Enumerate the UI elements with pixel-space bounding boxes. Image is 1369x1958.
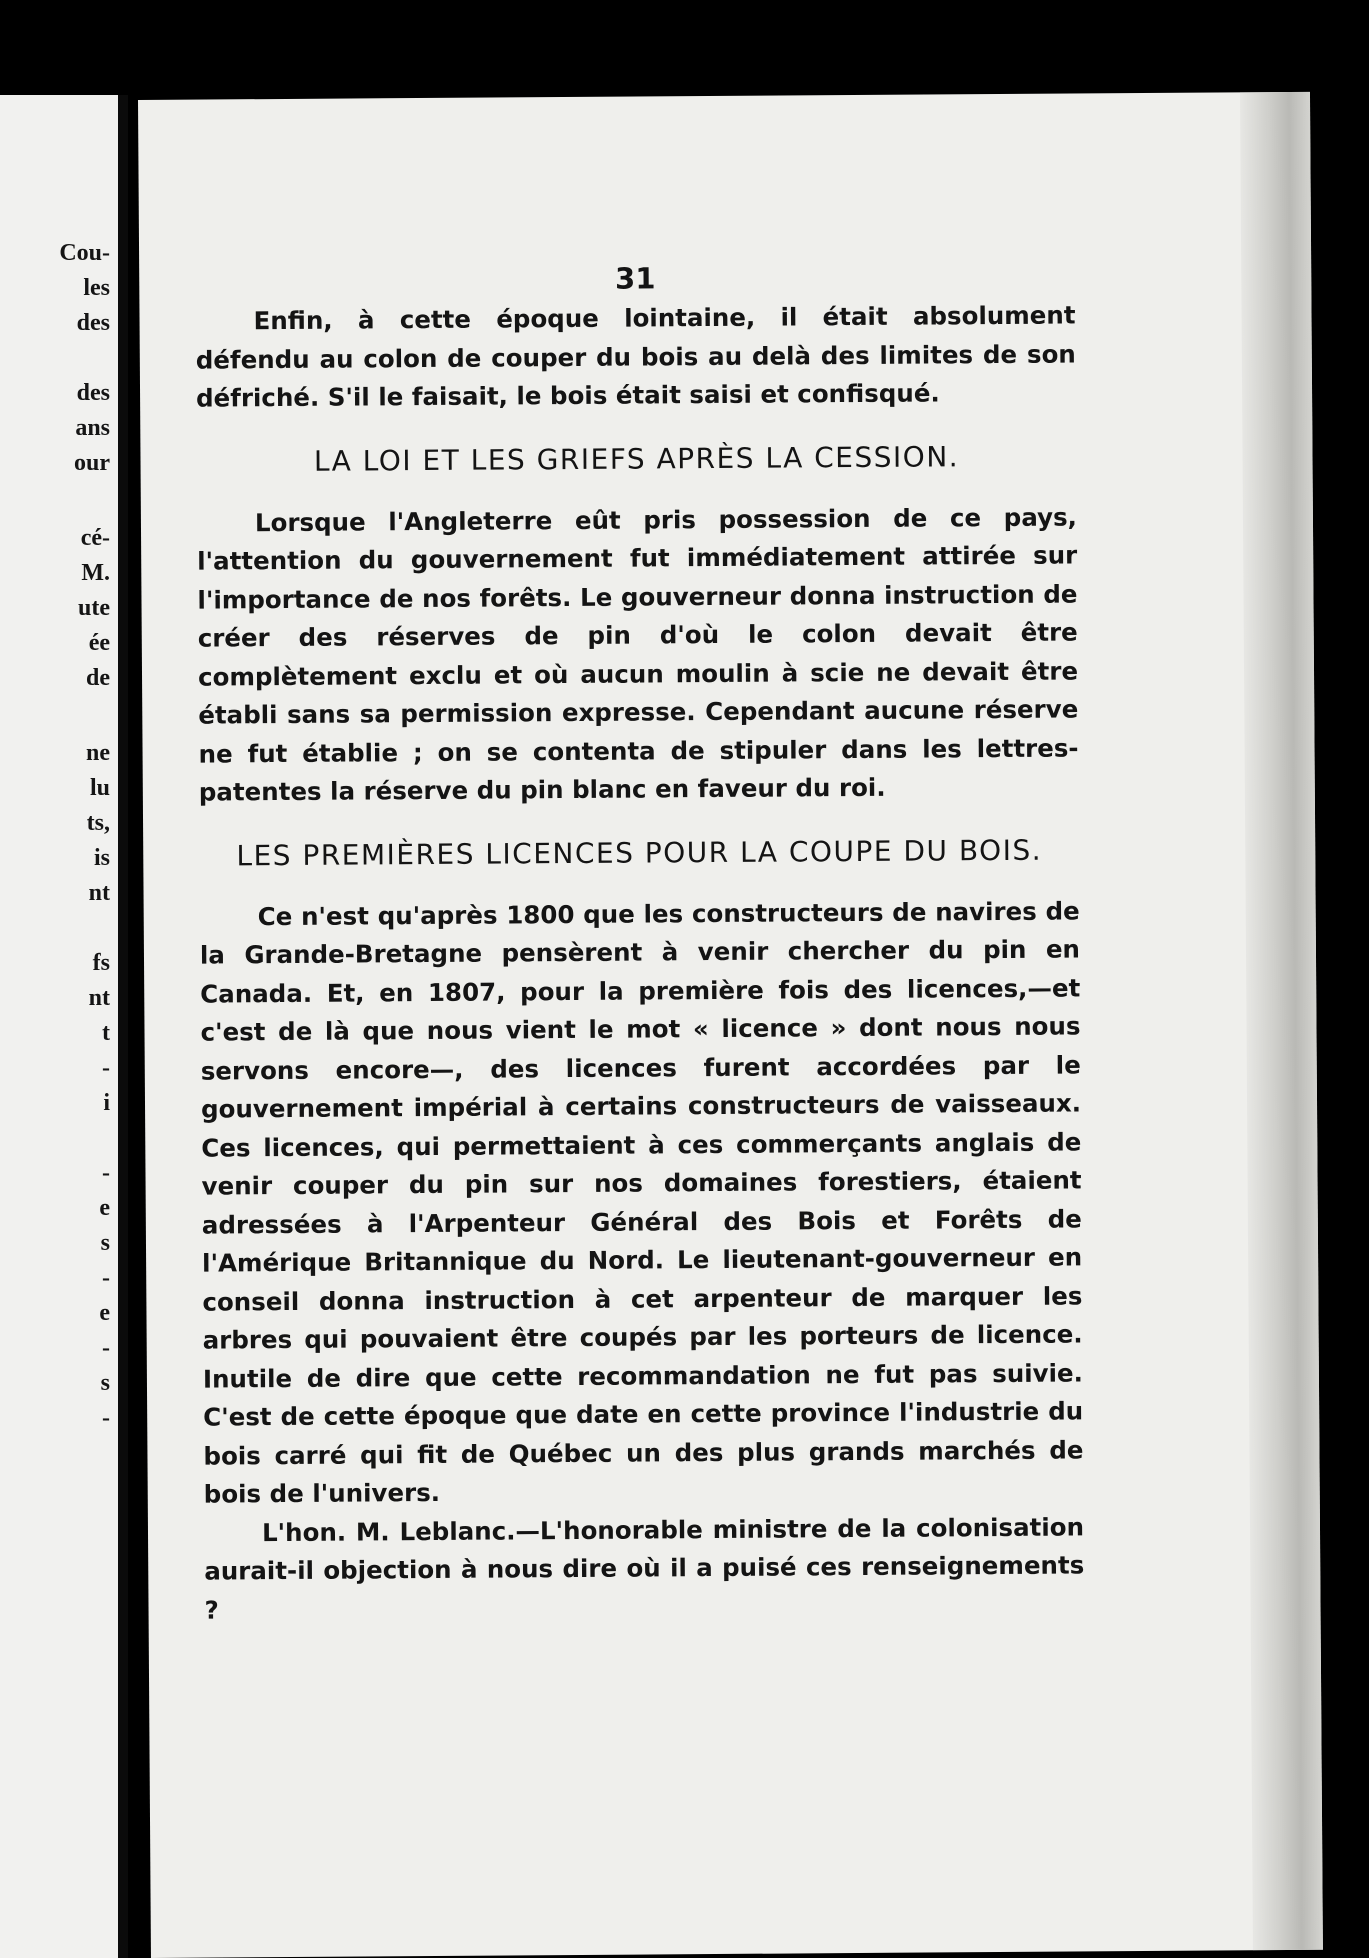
- facing-page: [0, 95, 128, 1958]
- facing-page-fragment: -: [102, 1160, 110, 1186]
- section-heading: LES PREMIÈRES LICENCES POUR LA COUPE DU BOIS.: [236, 833, 1043, 872]
- facing-page-fragment: les: [83, 275, 110, 301]
- facing-page-fragment: cé-: [80, 525, 110, 551]
- facing-page-fragment: e: [99, 1195, 110, 1221]
- facing-page-fragment: des: [76, 380, 110, 406]
- facing-page-fragment: ute: [78, 595, 110, 621]
- facing-page-fragment: our: [74, 450, 110, 476]
- book-gutter: [118, 95, 128, 1958]
- facing-page-fragment: is: [93, 845, 110, 871]
- facing-page-fragment: des: [76, 310, 110, 336]
- facing-page-fragment: t: [102, 1020, 110, 1046]
- facing-page-fragment: -: [102, 1405, 110, 1431]
- paragraph: Lorsque l'Angleterre eût pris possession de ce pays, l'attention du gouvernement fut immédiatement attirée sur l'importance de nos forêts. Le gouverneur donna instruction de créer des réserves de pin d'où le colon devait être complètement exclu et où aucun moulin à scie ne devait être établi sans sa permission expresse. Cependant aucune réserve ne fut établie ; on se contenta de stipuler dans les lettres-patentes la réserve du pin blanc en faveur du roi.: [197, 501, 1079, 807]
- page-edge-shadow: [1240, 92, 1323, 1950]
- facing-page-fragment: nt: [88, 880, 110, 906]
- book-page: [138, 92, 1323, 1958]
- facing-page-fragment: -: [102, 1265, 110, 1291]
- facing-page-fragment: ne: [86, 740, 110, 766]
- facing-page-fragment: ée: [88, 630, 110, 656]
- paragraph: L'hon. M. Leblanc.—L'honorable ministre de la colonisation aurait-il objection à nous dire où il a puisé ces renseignements ?: [204, 1511, 1085, 1625]
- facing-page-fragment: Cou-: [59, 240, 110, 266]
- section-heading: LA LOI ET LES GRIEFS APRÈS LA CESSION.: [313, 439, 960, 478]
- facing-page-fragment: lu: [89, 775, 110, 801]
- page-number: 31: [614, 261, 656, 296]
- facing-page-fragment: -: [102, 1055, 110, 1081]
- facing-page-fragment: de: [86, 665, 110, 691]
- facing-page-fragment: i: [103, 1090, 110, 1116]
- facing-page-fragment: s: [100, 1370, 110, 1396]
- facing-page-fragment: ans: [75, 415, 110, 441]
- facing-page-fragment: ts,: [86, 810, 110, 836]
- facing-page-fragment: nt: [88, 985, 110, 1011]
- facing-page-fragment: M.: [81, 560, 110, 586]
- facing-page-fragment: s: [100, 1230, 110, 1256]
- facing-page-fragment: e: [99, 1300, 110, 1326]
- paragraph: Enfin, à cette époque lointaine, il était absolument défendu au colon de couper du bois au delà des limites de son défriché. S'il le faisait, le bois était saisi et confisqué.: [195, 300, 1076, 413]
- facing-page-fragment: -: [102, 1335, 110, 1361]
- facing-page-fragment: fs: [92, 950, 110, 976]
- paragraph: Ce n'est qu'après 1800 que les constructeurs de navires de la Grande-Bretagne pensèrent à venir chercher du pin en Canada. Et, en 1807, pour la première fois des licences,—et c'est de là que nous vient le mot « licence » dont nous nous servons encore—, des licences furent accordées par le gouvernement impérial à certains constructeurs de vaisseaux. Ces licences, qui permettaient à ces commerçants anglais de venir couper du pin sur nos domaines forestiers, étaient adressées à l'Arpenteur Général des Bois et Forêts de l'Amérique Britannique du Nord. Le lieutenant-gouverneur en conseil donna instruction à cet arpenteur de marquer les arbres qui pouvaient être coupés par les porteurs de licence. Inutile de dire que cette recommandation ne fut pas suivie. C'est de cette époque que date en cette province l'industrie du bois carré qui fit de Québec un des plus grands marchés de bois de l'univers.: [199, 895, 1084, 1509]
- page-content: [195, 258, 1085, 1629]
